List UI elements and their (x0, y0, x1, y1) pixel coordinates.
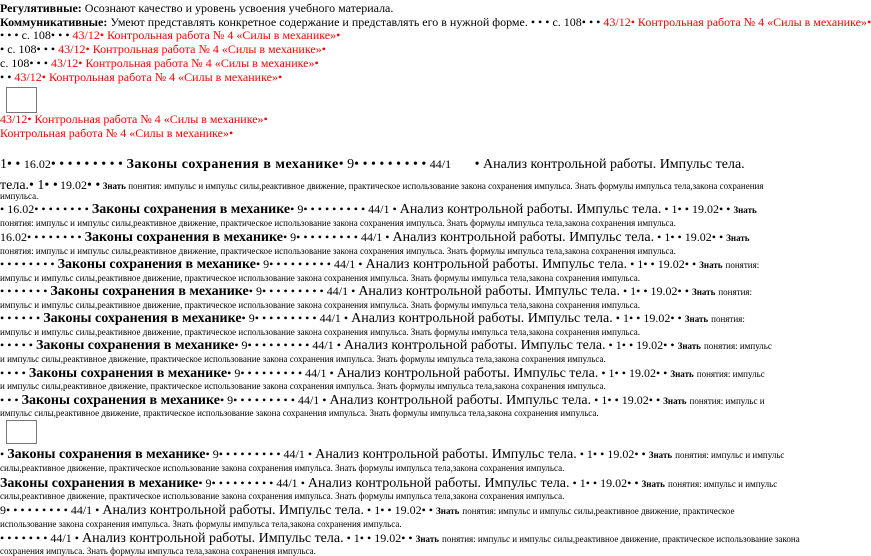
lesson-row-1: 1• • 16.02• • • • • • • • • Законы сохранения в механике• 9• • • • • • • • • 44/1 • Анализ контрольной работы. Импульс тела. (0, 157, 745, 172)
red-line-4: • • 43/12• Контрольная работа № 4 «Силы в механике»• (0, 70, 283, 84)
red-line-1: • • • с. 108• • • 43/12• Контрольная работа № 4 «Силы в механике»• (0, 28, 341, 42)
lesson-detail-1: тела.• 1• • 19.02• • Знать понятия: импульс и импульс силы,реактивное движение, практическое использование закона сохранения импульса. Знать формулы импульса тела,закона сохранения (0, 178, 764, 193)
lesson-row-12: 9• • • • • • • • • 44/1 • Анализ контрольной работы. Импульс тела. • 1• • 19.02• • Знать понятия: импульс и импульс силы,реактивное движение, практическое (0, 503, 735, 518)
red-line-6: Контрольная работа № 4 «Силы в механике»• (0, 126, 234, 140)
communicative-text: Умеют представлять конкретное содержание и представлять его в нужной форме. (110, 15, 528, 29)
communicative-line: Коммуникативные: Умеют представлять конкретное содержание и представлять его в нужной форме. • • • с. 108• • • 43/12• Контрольная работа № 4 «Силы в механике»• (0, 15, 871, 29)
red-line-3: с. 108• • • 43/12• Контрольная работа № 4 «Силы в механике»• (0, 56, 319, 70)
lesson-row-10: • Законы сохранения в механике• 9• • • • • • • • • 44/1 • Анализ контрольной работы. Импульс тела. • 1• • 19.02• • Знать понятия: импульс и импульс (0, 447, 785, 462)
lesson-row-3: 16.02• • • • • • • • Законы сохранения в механике• 9• • • • • • • • • 44/1 • Анализ контрольной работы. Импульс тела. • 1• • 19.02• • Знать (0, 230, 750, 245)
lesson-row-8: • • • • Законы сохранения в механике• 9• • • • • • • • • 44/1 • Анализ контрольной работы. Импульс тела. • 1• • 19.02• • Знать понятия: импульс (0, 366, 765, 381)
lesson-row-11: Законы сохранения в механике• 9• • • • • • • • • 44/1 • Анализ контрольной работы. Импульс тела. • 1• • 19.02• • Знать понятия: импульс и импульс (0, 476, 778, 491)
red-line-5: 43/12• Контрольная работа № 4 «Силы в механике»• (0, 112, 268, 126)
lesson-row-6: • • • • • • Законы сохранения в механике• 9• • • • • • • • • 44/1 • Анализ контрольной работы. Импульс тела. • 1• • 19.02• • Знать понятия: (0, 311, 745, 326)
lesson-row-13: • • • • • • • 44/1 • Анализ контрольной работы. Импульс тела. • 1• • 19.02• • Знать понятия: импульс и импульс силы,реактивное движение, практическое использование закона (0, 531, 800, 546)
lesson-row-4: • • • • • • • • Законы сохранения в механике• 9• • • • • • • • • 44/1 • Анализ контрольной работы. Импульс тела. • 1• • 19.02• • Знать понятия: (0, 257, 760, 272)
regulative-text: Осознают качество и уровень усвоения учебного материала. (84, 1, 394, 15)
lesson-row-5: • • • • • • • Законы сохранения в механике• 9• • • • • • • • • 44/1 • Анализ контрольной работы. Импульс тела. • 1• • 19.02• • Знать понятия: (0, 284, 753, 299)
lesson-row-2: • 16.02• • • • • • • • Законы сохранения в механике• 9• • • • • • • • • 44/1 • Анализ контрольной работы. Импульс тела. • 1• • 19.02• • Знать (0, 202, 757, 217)
red-line-2: • с. 108• • • 43/12• Контрольная работа № 4 «Силы в механике»• (0, 42, 326, 56)
regulative-line (0, 1, 393, 16)
empty-box-2 (6, 420, 37, 444)
communicative-label: Коммуникативные: (0, 15, 108, 29)
test-title: Контрольная работа № 4 «Силы в механике» (637, 15, 867, 29)
date-ref: 43/12 (603, 15, 631, 29)
lesson-row-7: • • • • • Законы сохранения в механике• 9• • • • • • • • • 44/1 • Анализ контрольной работы. Импульс тела. • 1• • 19.02• • Знать понятия: импульс (0, 338, 772, 353)
regulative-label: Регулятивные: (0, 1, 82, 15)
empty-box (6, 87, 37, 113)
lesson-row-9: • • • Законы сохранения в механике• 9• • • • • • • • • 44/1 • Анализ контрольной работы. Импульс тела. • 1• • 19.02• • Знать понятия: импульс и (0, 393, 765, 408)
